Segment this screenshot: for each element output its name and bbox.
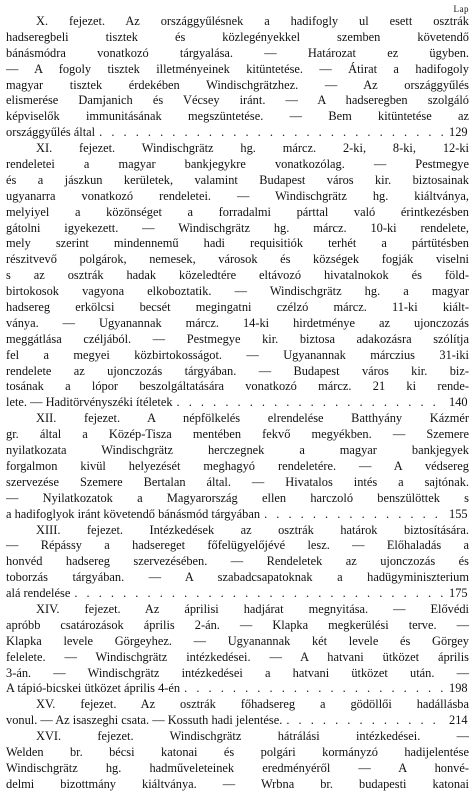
chapter-text-line: nyilatkozata Windischgrätz herczegnek a magyar bankjegyek [6, 443, 469, 458]
chapter-entry [6, 697, 469, 729]
chapter-entry [6, 14, 469, 141]
chapter-text-line: s az osztrák hadak közeledtére eltávozó hivatalnokok és föld- [6, 268, 469, 283]
chapter-text-line: meggátlása czéljából. — Pestmegye kir. biztosa adakozásra szólítja [6, 331, 469, 346]
chapter-text-line: hadseregbeli tisztek és közlegényekkel szemben követendő [6, 29, 469, 44]
chapter-heading-line: XVI. fejezet. Windischgrätz hátrálási intézkedései. — [36, 729, 469, 744]
chapter-entry [6, 411, 469, 522]
page-number: 198 [449, 681, 468, 696]
chapter-text-line: honvéd hadsereg szervezésében. — Rendeletek az ujonczozás és [6, 554, 469, 569]
chapter-final-line [6, 395, 469, 411]
chapter-text-line: apróbb csatározások április 2-án. — Klapka megkerülési terve. — [6, 617, 469, 632]
chapter-text-line: elismerése Damjanich és Vécsey iránt. — A hadseregben szolgáló [6, 93, 469, 108]
chapter-text-line: melyiyel a közönséget a forradalmi párttal való érintkezésben [6, 204, 469, 219]
chapter-heading-line: X. fejezet. Az országgyűlésnek a hadifogly ul esett osztrák [36, 14, 469, 28]
chapter-heading-line: XIII. fejezet. Intézkedések az osztrák határok biztosítására. [36, 522, 469, 537]
page-number: 214 [449, 713, 468, 728]
chapter-text-line: Klapka levele Görgeyhez. — Ugyanannak két levele és Görgey [6, 633, 469, 648]
chapter-text-line: — A fogoly tisztek illetményeinek kitüntetése. — Átirat a hadifogoly [6, 61, 469, 76]
chapter-text-line: birtokosok vagyona elkoboztatik. — Windischgrätz hg. a magyar [6, 284, 469, 299]
dot-leader [286, 713, 445, 729]
chapter-final-line [6, 681, 469, 697]
chapter-text-line: képviselők immunitásának megszüntetése. — Bem kitüntetése az [6, 109, 469, 124]
chapter-text-line: forgalmon kivül helyezését meghagyó rendeletére. — A védsereg [6, 458, 469, 473]
chapter-final-line [6, 125, 469, 141]
chapter-final-text: országgyűlés által [6, 125, 96, 140]
chapter-text-line: Windischgrätz hg. hadműveleteinek eredményéről — A honvé- [6, 760, 469, 775]
dot-leader [74, 586, 445, 602]
page-column-label: Lap [453, 4, 469, 14]
chapter-heading-line: XII. fejezet. A népfölkelés elrendelése Batthyány Kázmér [36, 411, 469, 426]
page-number: 140 [449, 395, 468, 410]
page-number: 129 [449, 125, 468, 140]
chapter-entry [6, 602, 469, 697]
chapter-text-line: rendeletei a magyar bankjegykre vonatkozólag. — Pestmegye [6, 157, 469, 172]
table-of-contents [6, 14, 469, 793]
chapter-text-line: Welden br. bécsi katonai és polgári kormányzó hadijelentése [6, 744, 469, 759]
chapter-final-text: a hadifoglyok iránt követendő bánásmód tárgyában [6, 506, 261, 521]
dot-leader [264, 507, 445, 523]
chapter-text-line: hadsereg erkölcsi becsét megingatni czélzó márcz. 11-ki kiált- [6, 300, 469, 315]
page-number: 175 [449, 586, 468, 601]
chapter-text-line: tosának a lópor beszolgáltatására vonatkozó márcz. 21 ki rende- [6, 379, 469, 394]
chapter-text-line: szervezése Szemere Bertalan által. — Hivatalos intés a sajtónak. [6, 474, 469, 489]
chapter-text-line: és a jászkun kerületek, valamint Budapest város kir. biztosainak [6, 172, 469, 187]
chapter-heading-line: XIV. fejezet. Az áprilisi hadjárat megnyitása. — Elővédi [36, 601, 469, 616]
chapter-text-line: fel a megyei közbirtokosságot. — Ugyanannak márczius 31-iki [6, 347, 469, 362]
chapter-text-line: — Nyilatkozatok a Magyarország ellen harczoló benszülöttek s [6, 490, 469, 505]
chapter-text-line: toborzás tárgyában. — A szabadcsapatoknak a hadügyminiszterium [6, 570, 469, 585]
chapter-text-line: rendelete az ujonczozás tárgyában. — Budapest város kir. biz- [6, 363, 469, 378]
chapter-text-line: delmi bizottmány kiáltványa. — Wrbna br. budapesti katonai [6, 776, 469, 791]
chapter-text-line: részitvevő polgárok, nemesek, városok és községek fogják viselni [6, 252, 469, 267]
chapter-final-line [6, 507, 469, 523]
chapter-final-text: alá rendelése [6, 586, 71, 601]
chapter-text-line: gr. által a Közép-Tisza mentében fekvő megyékben. — Szemere [6, 427, 469, 442]
dot-leader [184, 681, 445, 697]
chapter-text-line: bánásmódra vonatkozó tárgyalása. — Határozat ez ügyben. [6, 45, 469, 60]
chapter-heading-line: XI. fejezet. Windischgrätz hg. márcz. 2-ki, 8-ki, 12-ki [36, 141, 469, 156]
chapter-entry [6, 141, 469, 411]
dot-leader [177, 395, 445, 411]
chapter-text-line: felelete. — Windischgrätz intézkedései. — A hatvani ütközet április [6, 649, 469, 664]
chapter-final-text: A tápió-bicskei ütközet április 4-én [6, 681, 181, 696]
page-number: 155 [449, 506, 468, 521]
dot-leader [99, 125, 445, 141]
chapter-text-line: mely szerint mindennemű hadi requisitiók terhét a pártütésben [6, 236, 469, 251]
chapter-text-line: 3-án. — Windischgrätz intézkedései a hatvani ütközet után. — [6, 665, 469, 680]
chapter-text-line: gátolni igyekezett. — Windischgrätz hg. márcz. 10-ki rendelete, [6, 220, 469, 235]
chapter-final-line [6, 586, 469, 602]
chapter-final-text: vonul. — Az isaszeghi csata. — Kossuth hadi jelentése. [6, 713, 283, 728]
chapter-text-line: — Répássy a hadsereget főfelügyelőjévé lesz. — Előhaladás a [6, 538, 469, 553]
chapter-final-text: lete. — Haditörvényszéki ítéletek [6, 395, 173, 410]
chapter-final-line [6, 713, 469, 729]
chapter-heading-line: XV. fejezet. Az osztrák főhadsereg a gödöllői hadállásba [36, 697, 469, 712]
chapter-text-line: ugyanarra vonatkozó rendeletei. — Windischgrätz hg. kiáltványa, [6, 188, 469, 203]
chapter-entry [6, 523, 469, 602]
chapter-text-line: magyar tisztek érdekében Windischgrätzhez. — Az országgyűlés [6, 77, 469, 92]
chapter-entry [6, 729, 469, 793]
chapter-text-line: ványa. — Ugyanannak márcz. 14-ki hirdetménye az ujonczozás [6, 315, 469, 330]
